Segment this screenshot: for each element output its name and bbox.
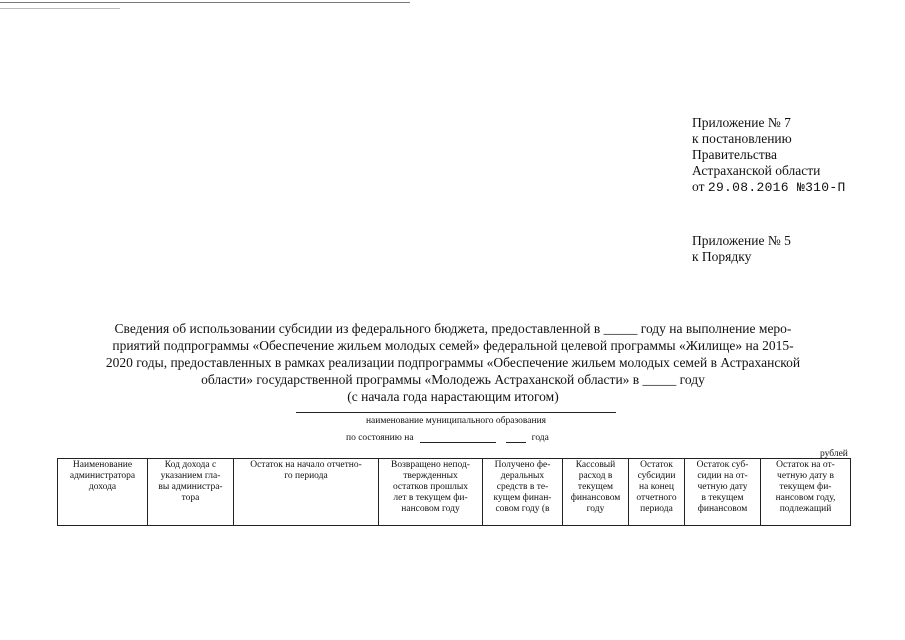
appendix-5-line: к Порядку bbox=[692, 249, 752, 264]
scan-edge-line bbox=[0, 8, 120, 9]
appendix-7-block bbox=[692, 115, 846, 196]
appendix-7-line: Правительства bbox=[692, 147, 777, 162]
date-prefix: от bbox=[692, 179, 705, 194]
as-of-suffix: года bbox=[531, 433, 549, 443]
scan-edge-line bbox=[0, 2, 410, 3]
report-title-line: области» государственной программы «Молодежь Астраханской области» в _____ году bbox=[201, 372, 705, 387]
report-title-line: приятий подпрограммы «Обеспечение жильем молодых семей» федеральной целевой программы «Жилище» на 2015- bbox=[112, 338, 794, 353]
column-header-balance-to-return: Остаток на от- четную дату в текущем фи- нансовом году, подлежащий bbox=[761, 459, 851, 527]
report-title bbox=[58, 320, 848, 405]
column-header-returned-balances: Возвращено непод- твержденных остатков прошлых лет в текущем фи- нансовом году bbox=[379, 459, 483, 527]
municipality-caption: наименование муниципального образования bbox=[365, 416, 547, 426]
column-header-balance-reporting-date: Остаток суб- сидии на от- четную дату в текущем финансовом bbox=[685, 459, 761, 527]
appendix-7-title: Приложение № 7 bbox=[692, 115, 791, 130]
year-blank bbox=[506, 432, 526, 443]
appendix-5-title: Приложение № 5 bbox=[692, 233, 791, 248]
column-header-opening-balance: Остаток на начало отчетно- го периода bbox=[234, 459, 379, 527]
column-header-income-code: Код дохода с указанием гла- вы администра- тора bbox=[148, 459, 234, 527]
municipality-blank-line bbox=[296, 412, 616, 413]
appendix-7-line: Астраханской области bbox=[692, 163, 821, 178]
report-title-line: Сведения об использовании субсидии из федерального бюджета, предоставленной в _____ году на выполнение меро- bbox=[114, 321, 792, 336]
column-header-administrator: Наименование администратора дохода bbox=[58, 459, 148, 527]
as-of-line bbox=[346, 432, 549, 443]
column-header-cash-expense: Кассовый расход в текущем финансовом году bbox=[563, 459, 629, 527]
table-bottom-edge bbox=[57, 525, 850, 526]
as-of-prefix: по состоянию на bbox=[346, 433, 414, 443]
date-blank bbox=[420, 432, 496, 443]
column-header-closing-balance: Остаток субсидии на конец отчетного периода bbox=[629, 459, 685, 527]
table-header-row bbox=[58, 459, 851, 527]
report-title-line: 2020 годы, предоставленных в рамках реализации подпрограммы «Обеспечение жильем молодых семей в Астраханской bbox=[105, 355, 801, 370]
report-title-line: (с начала года нарастающим итогом) bbox=[347, 389, 559, 404]
appendix-7-line: к постановлению bbox=[692, 131, 792, 146]
resolution-date-number: 29.08.2016 №310-П bbox=[707, 180, 846, 195]
appendix-7-date-line bbox=[692, 179, 846, 196]
column-header-federal-received: Получено фе- деральных средств в те- кущем финан- совом году (в bbox=[483, 459, 563, 527]
units-label: рублей bbox=[820, 449, 848, 459]
report-table bbox=[57, 458, 851, 526]
appendix-5-block bbox=[692, 233, 791, 265]
